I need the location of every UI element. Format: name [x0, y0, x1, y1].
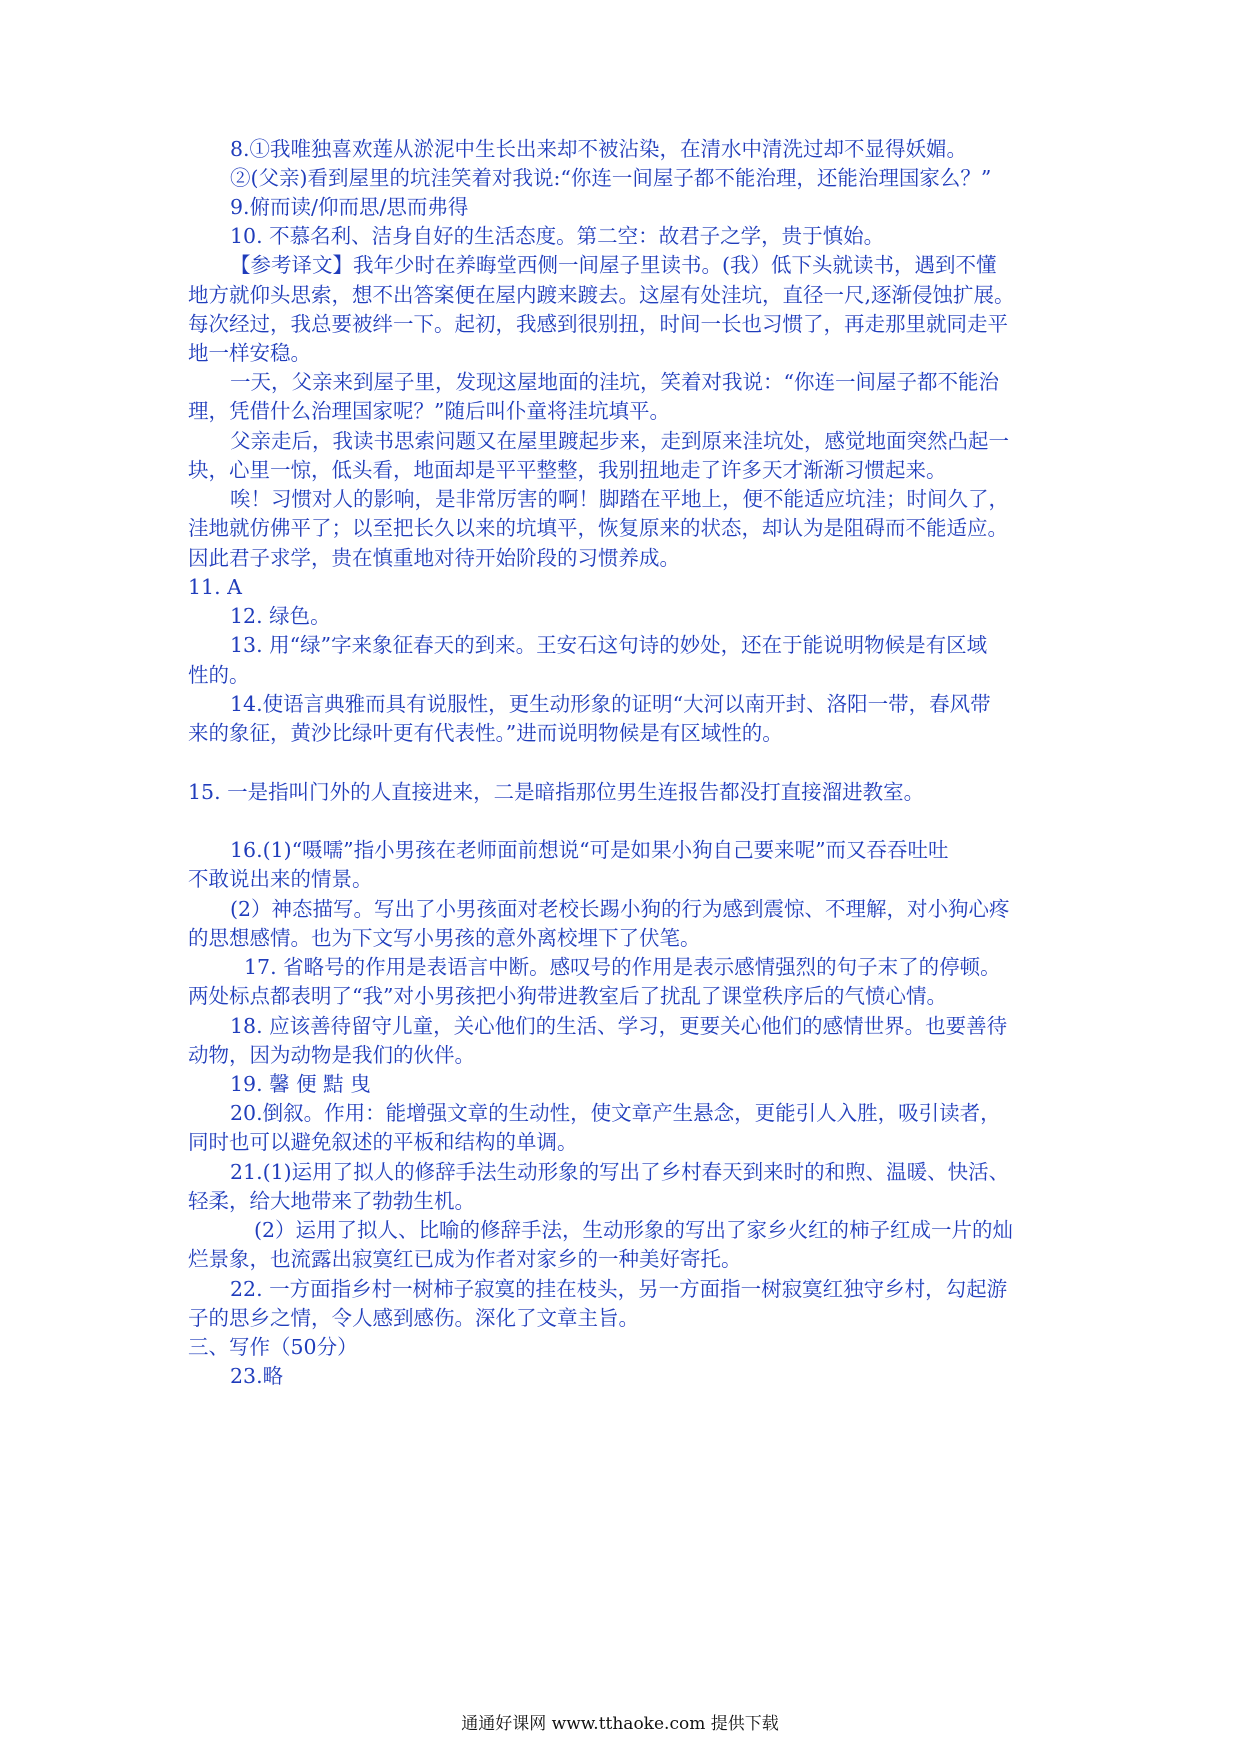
translation-line-4: 地一样安稳。 [188, 341, 311, 365]
answer-11: 11. A [188, 575, 242, 599]
answer-15: 15. 一是指叫门外的人直接进来，二是暗指那位男生连报告都没打直接溜进教室。 [188, 780, 925, 804]
answer-18-line-2: 动物，因为动物是我们的伙伴。 [188, 1043, 475, 1067]
answer-23: 23.略 [230, 1364, 284, 1388]
answer-20-line-1: 20.倒叙。作用：能增强文章的生动性，使文章产生悬念，更能引人入胜，吸引读者， [230, 1101, 1001, 1125]
translation-line-5: 一天，父亲来到屋子里，发现这屋地面的洼坑，笑着对我说：“你连一间屋子都不能治 [230, 370, 999, 394]
translation-line-10: 洼地就仿佛平了；以至把长久以来的坑填平，恢复原来的状态，却认为是阻碍而不能适应。 [188, 516, 1008, 540]
answer-8-line-1: 8.①我唯独喜欢莲从淤泥中生长出来却不被沾染，在清水中清洗过却不显得妖媚。 [230, 137, 968, 161]
answer-8-line-2: ②(父亲)看到屋里的坑洼笑着对我说:“你连一间屋子都不能治理，还能治理国家么？” [230, 166, 992, 190]
page-footer: 通通好课网 www.tthaoke.com 提供下载 [461, 1714, 779, 1734]
answer-16-line-2: 不敢说出来的情景。 [188, 867, 373, 891]
answer-20-line-2: 同时也可以避免叙述的平板和结构的单调。 [188, 1130, 578, 1154]
translation-line-1: 【参考译文】我年少时在养晦堂西侧一间屋子里读书。(我）低下头就读书，遇到不懂 [230, 253, 997, 277]
answer-13-line-2: 性的。 [188, 663, 250, 687]
answer-13-line-1: 13. 用“绿”字来象征春天的到来。王安石这句诗的妙处，还在于能说明物候是有区域 [230, 633, 988, 657]
answer-14-line-2: 来的象征，黄沙比绿叶更有代表性。”进而说明物候是有区域性的。 [188, 721, 783, 745]
answer-17-line-1: 17. 省略号的作用是表语言中断。感叹号的作用是表示感情强烈的句子末了的停顿。 [244, 955, 1001, 979]
answer-10: 10. 不慕名利、洁身自好的生活态度。第二空：故君子之学，贵于慎始。 [230, 224, 885, 248]
answer-22-line-1: 22. 一方面指乡村一树柿子寂寞的挂在枝头，另一方面指一树寂寞红独守乡村，勾起游 [230, 1277, 1008, 1301]
answer-21-line-2: 轻柔，给大地带来了勃勃生机。 [188, 1189, 475, 1213]
translation-line-3: 每次经过，我总要被绊一下。起初，我感到很别扭，时间一长也习惯了，再走那里就同走平 [188, 312, 1008, 336]
answer-21-line-3: (2）运用了拟人、比喻的修辞手法，生动形象的写出了家乡火红的柿子红成一片的灿 [254, 1218, 1014, 1242]
answer-17-line-2: 两处标点都表明了“我”对小男孩把小狗带进教室后了扰乱了课堂秩序后的气愤心情。 [188, 984, 947, 1008]
section-heading-writing: 三、写作（50分） [188, 1335, 358, 1359]
translation-line-9: 唉！习惯对人的影响，是非常厉害的啊！脚踏在平地上，便不能适应坑洼；时间久了， [230, 487, 1009, 511]
answer-19: 19. 馨 便 黠 曳 [230, 1072, 371, 1096]
answer-16-line-4: 的思想感情。也为下文写小男孩的意外离校埋下了伏笔。 [188, 926, 701, 950]
answer-16-line-1: 16.(1)“嗫嚅”指小男孩在老师面前想说“可是如果小狗自己要来呢”而又吞吞吐吐 [230, 838, 949, 862]
translation-line-8: 块，心里一惊，低头看，地面却是平平整整，我别扭地走了许多天才渐渐习惯起来。 [188, 458, 947, 482]
answer-14-line-1: 14.使语言典雅而具有说服性，更生动形象的证明“大河以南开封、洛阳一带，春风带 [230, 692, 991, 716]
answer-12: 12. 绿色。 [230, 604, 331, 628]
translation-line-7: 父亲走后，我读书思索问题又在屋里踱起步来，走到原来洼坑处，感觉地面突然凸起一 [230, 429, 1009, 453]
answer-18-line-1: 18. 应该善待留守儿童，关心他们的生活、学习，更要关心他们的感情世界。也要善待 [230, 1014, 1008, 1038]
answer-9: 9.俯而读/仰而思/思而弗得 [230, 195, 469, 219]
translation-line-2: 地方就仰头思索，想不出答案便在屋内踱来踱去。这屋有处洼坑，直径一尺,逐渐侵蚀扩展。 [188, 283, 1015, 307]
translation-line-6: 理，凭借什么治理国家呢？”随后叫仆童将洼坑填平。 [188, 399, 670, 423]
answer-22-line-2: 子的思乡之情，令人感到感伤。深化了文章主旨。 [188, 1306, 639, 1330]
answer-21-line-1: 21.(1)运用了拟人的修辞手法生动形象的写出了乡村春天到来时的和煦、温暖、快活、 [230, 1160, 1010, 1184]
translation-line-11: 因此君子求学，贵在慎重地对待开始阶段的习惯养成。 [188, 546, 680, 570]
answer-16-line-3: (2）神态描写。写出了小男孩面对老校长踢小狗的行为感到震惊、不理解，对小狗心疼 [230, 897, 1010, 921]
answer-21-line-4: 烂景象，也流露出寂寞红已成为作者对家乡的一种美好寄托。 [188, 1247, 742, 1271]
